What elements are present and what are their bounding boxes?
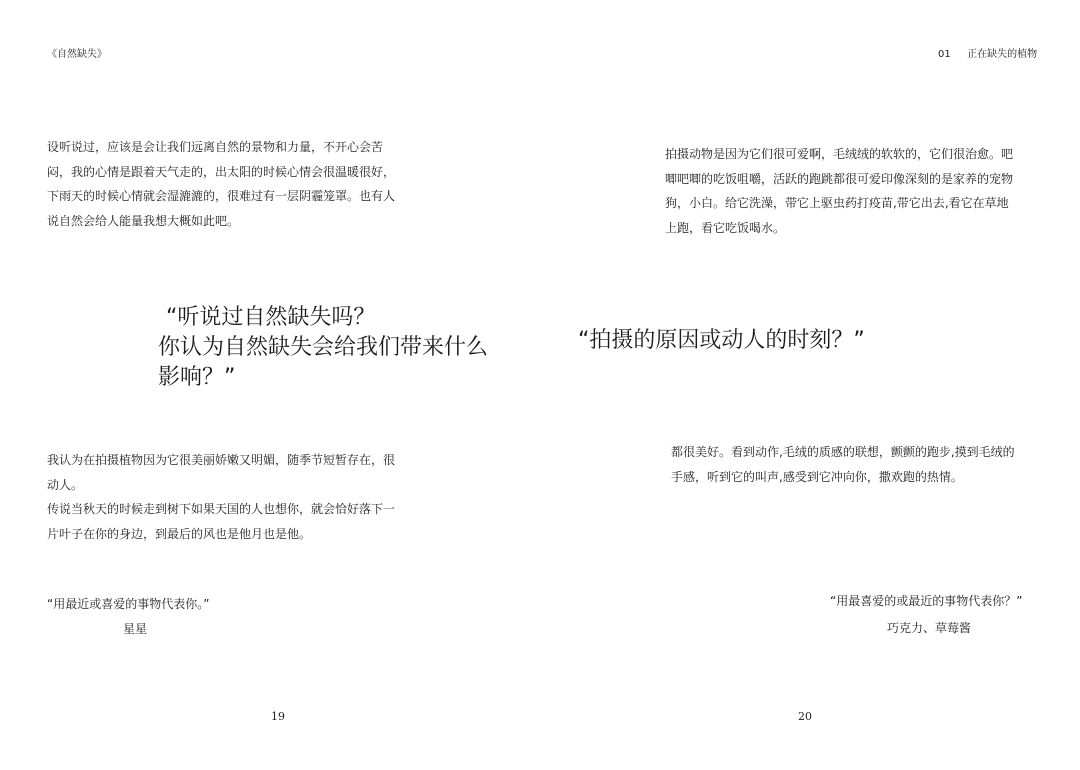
chapter-title: 正在缺失的植物 [967, 49, 1038, 60]
right-answer-line: 都很美好。看到动作,毛绒的质感的联想，颤颤的跑步,摸到毛绒的 [671, 445, 1015, 459]
chapter-header [938, 45, 1037, 60]
book-title-header: 《自然缺失》 [47, 49, 107, 60]
left-answer-line: 传说当秋天的时候走到树下如果天国的人也想你，就会恰好落下一 [47, 502, 396, 516]
left-intro-line: 下雨天的时候心情就会湿漉漉的，很难过有一层阴霾笼罩。也有人 [47, 189, 396, 203]
left-question-line: “听说过自然缺失吗？ [166, 305, 376, 330]
left-question-line: 影响？” [158, 365, 236, 390]
left-small-question: “用最近或喜爱的事物代表你。” [47, 597, 210, 611]
left-intro-paragraph [47, 135, 427, 233]
left-answer-line: 片叶子在你的身边，到最后的风也是他月也是他。 [47, 526, 312, 541]
right-intro-line: 唧吧唧的吃饭咀嚼，活跃的跑跳都很可爱印像深刻的是家养的宠物 [665, 171, 1014, 186]
left-question-block [158, 303, 488, 393]
left-answer-line: 我认为在拍摄植物因为它很美丽娇嫩又明媚，随季节短暂存在，很 [47, 453, 396, 467]
right-page [540, 0, 1080, 770]
right-small-question: “用最喜爱的或最近的事物代表你？” [830, 594, 1023, 608]
right-intro-paragraph [665, 142, 1065, 240]
page-number-left: 19 [271, 710, 285, 723]
right-intro-line: 上跑，看它吃饭喝水。 [665, 220, 786, 235]
right-intro-line: 狗，小白。给它洗澡，带它上驱虫药打疫苗,带它出去,看它在草地 [665, 196, 1009, 210]
left-answer-paragraph [47, 448, 427, 546]
page-number-right: 20 [798, 710, 812, 723]
left-intro-line: 闷，我的心情是跟着天气走的，出太阳的时候心情会很温暖很好， [47, 164, 396, 179]
left-intro-line: 说自然会给人能量我想大概如此吧。 [47, 213, 240, 228]
left-question-line: 你认为自然缺失会给我们带来什么 [158, 335, 489, 360]
right-answer-line: 手感，听到它的叫声,感受到它冲向你，撒欢跑的热情。 [671, 469, 963, 484]
left-intro-line: 设听说过，应该是会让我们远离自然的景物和力量，不开心会苦 [47, 140, 384, 154]
right-answer-paragraph [671, 440, 1071, 489]
right-question-line: “拍摄的原因或动人的时刻？” [578, 328, 865, 353]
right-intro-line: 拍摄动物是因为它们很可爱啊，毛绒绒的软软的，它们很治愈。吧 [665, 147, 1014, 161]
left-answer-line: 动人。 [47, 477, 84, 492]
right-question-block [578, 326, 865, 356]
left-small-answer: 星星 [123, 622, 148, 636]
right-small-answer: 巧克力、草莓酱 [887, 621, 972, 635]
chapter-number: 01 [938, 49, 951, 60]
